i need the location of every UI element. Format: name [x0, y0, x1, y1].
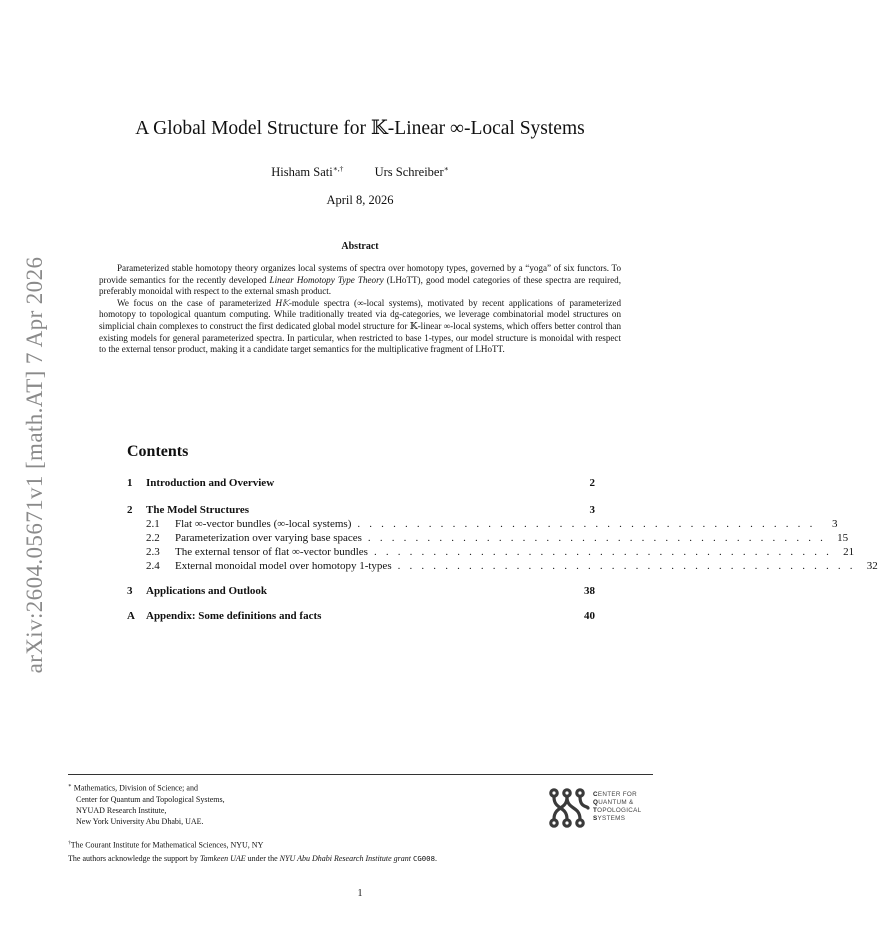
footnote-line: Center for Quantum and Topological Systems, — [76, 794, 225, 804]
toc-page: 3 — [832, 518, 838, 530]
toc-page: 3 — [589, 504, 595, 516]
abstract-text: (LHoTT), good model categories of these spectra are required, preferably monoidal with respect to the external smash product. — [99, 274, 621, 297]
abstract-emphasis: Linear Homotopy Type Theory — [269, 274, 384, 285]
footnote-emphasis: NYU Abu Dhabi Research Institute grant — [279, 854, 411, 863]
footnote-mark: ∗ — [68, 783, 72, 789]
abstract-emphasis: H𝕂 — [275, 297, 289, 308]
toc-page: 40 — [584, 610, 595, 622]
page-number: 1 — [357, 888, 363, 899]
abstract-heading: Abstract — [341, 241, 379, 252]
table-of-contents — [127, 476, 878, 623]
footnote-line — [68, 781, 225, 794]
author-affiliation-marks: ∗,† — [332, 164, 344, 173]
toc-entry-external-monoidal[interactable] — [127, 559, 878, 573]
toc-title: Appendix: Some definitions and facts — [146, 610, 322, 622]
footnote-emphasis: Tamkeen UAE — [199, 854, 246, 863]
paper-title: A Global Model Structure for 𝕂-Linear ∞-Local Systems — [135, 118, 585, 139]
toc-number: 2 — [127, 504, 133, 516]
footnote-line: New York University Abu Dhabi, UAE. — [76, 816, 204, 826]
logo-line: CENTER FOR — [593, 791, 637, 798]
footnote-text: . — [434, 854, 437, 863]
toc-entry-model-structures[interactable] — [127, 503, 595, 517]
footnote-text: The authors acknowledge the support by — [68, 854, 200, 863]
toc-title: The external tensor of flat ∞-vector bundles — [175, 546, 368, 558]
arxiv-identifier: arXiv:2604.05671v1 [math.AT] 7 Apr 2026 — [22, 256, 47, 674]
footnote-courant — [68, 838, 263, 851]
toc-number: A — [127, 610, 135, 622]
footnote-acknowledgement — [68, 853, 437, 864]
author-name: Urs Schreiber — [374, 165, 444, 180]
author-list — [0, 164, 720, 180]
contents-heading: Contents — [127, 443, 189, 460]
toc-number: 2.2 — [146, 532, 160, 544]
abstract-paragraph-2 — [99, 298, 621, 356]
toc-entry-introduction[interactable] — [127, 476, 595, 490]
footnote-text: under the — [245, 854, 280, 863]
cqts-logo-text — [593, 791, 641, 823]
footnote-mark: † — [68, 840, 71, 846]
toc-page: 32 — [866, 560, 878, 572]
toc-title: External monoidal model over homotopy 1-types — [175, 560, 392, 572]
toc-number: 2.1 — [146, 518, 160, 530]
toc-entry-parameterization[interactable] — [127, 531, 849, 545]
toc-number: 2.3 — [146, 546, 160, 558]
toc-title: The Model Structures — [146, 504, 250, 516]
author-name: Hisham Sati — [271, 165, 333, 180]
toc-entry-external-tensor[interactable] — [127, 545, 855, 559]
toc-entry-flat-bundles[interactable] — [127, 517, 838, 531]
footnote-text: The Courant Institute for Mathematical Sciences, NYU, NY — [70, 840, 264, 850]
toc-title: Introduction and Overview — [146, 477, 275, 489]
abstract-paragraph-1 — [99, 263, 621, 298]
toc-entry-appendix[interactable] — [127, 609, 595, 623]
toc-number: 3 — [127, 585, 133, 597]
abstract-text: -module spectra (∞-local systems), motivated by recent applications of parameterized homotopy to topological quantum computing. While traditionally treated via dg-categories, we leverage combinatorial model structures on simplicial chain complexes to construct the first dedicated global model structure for 𝕂-linear ∞-local systems, which offers better control than existing models for general parameterized spectra. In particular, when restricted to base 1-types, our model structure is monoidal with respect to the external tensor product, making it a candidate target semantics for the multiplicative fragment of LHoTT. — [99, 297, 621, 355]
author-schreiber — [375, 165, 449, 179]
paper-date: April 8, 2026 — [326, 193, 394, 207]
logo-line: TOPOLOGICAL — [593, 807, 642, 814]
toc-entry-applications[interactable] — [127, 584, 595, 598]
author-sati — [271, 165, 343, 179]
toc-title: Flat ∞-vector bundles (∞-local systems) — [175, 518, 352, 530]
footnote-affiliation — [68, 781, 225, 827]
abstract-text: Parameterized stable homotopy theory organizes local systems of spectra over homotopy types, governed by a “yoga” of six functors. To provide semantics for the recently developed — [99, 263, 621, 285]
footnote-rule — [68, 774, 653, 775]
toc-title: Parameterization over varying base spaces — [175, 532, 362, 544]
toc-number: 1 — [127, 477, 133, 489]
footnote-line: NYUAD Research Institute, — [76, 805, 167, 815]
logo-line: QUANTUM & — [593, 799, 634, 806]
toc-page: 2 — [589, 477, 595, 489]
toc-page: 21 — [843, 546, 855, 558]
grant-code: CG008 — [413, 854, 435, 863]
toc-leader-dots: . . . . . . . . . . . . . . . . . . . . . . . . . . . . . . . . . . . . . . . — [367, 532, 827, 544]
toc-page: 38 — [584, 585, 595, 597]
abstract-body — [99, 263, 621, 356]
toc-page: 15 — [837, 532, 849, 544]
author-affiliation-marks: ∗ — [443, 164, 449, 173]
toc-title: Applications and Outlook — [146, 585, 268, 597]
logo-line: SYSTEMS — [593, 815, 626, 822]
toc-number: 2.4 — [146, 560, 160, 572]
toc-leader-dots: . . . . . . . . . . . . . . . . . . . . . . . . . . . . . . . . . . . . . . . — [397, 560, 856, 572]
toc-leader-dots: . . . . . . . . . . . . . . . . . . . . . . . . . . . . . . . . . . . . . . . — [357, 518, 816, 530]
abstract-text: We focus on the case of parameterized — [117, 297, 276, 308]
footnote-text: Mathematics, Division of Science; and — [73, 783, 198, 793]
toc-leader-dots: . . . . . . . . . . . . . . . . . . . . . . . . . . . . . . . . . . . . . . . — [373, 546, 833, 558]
